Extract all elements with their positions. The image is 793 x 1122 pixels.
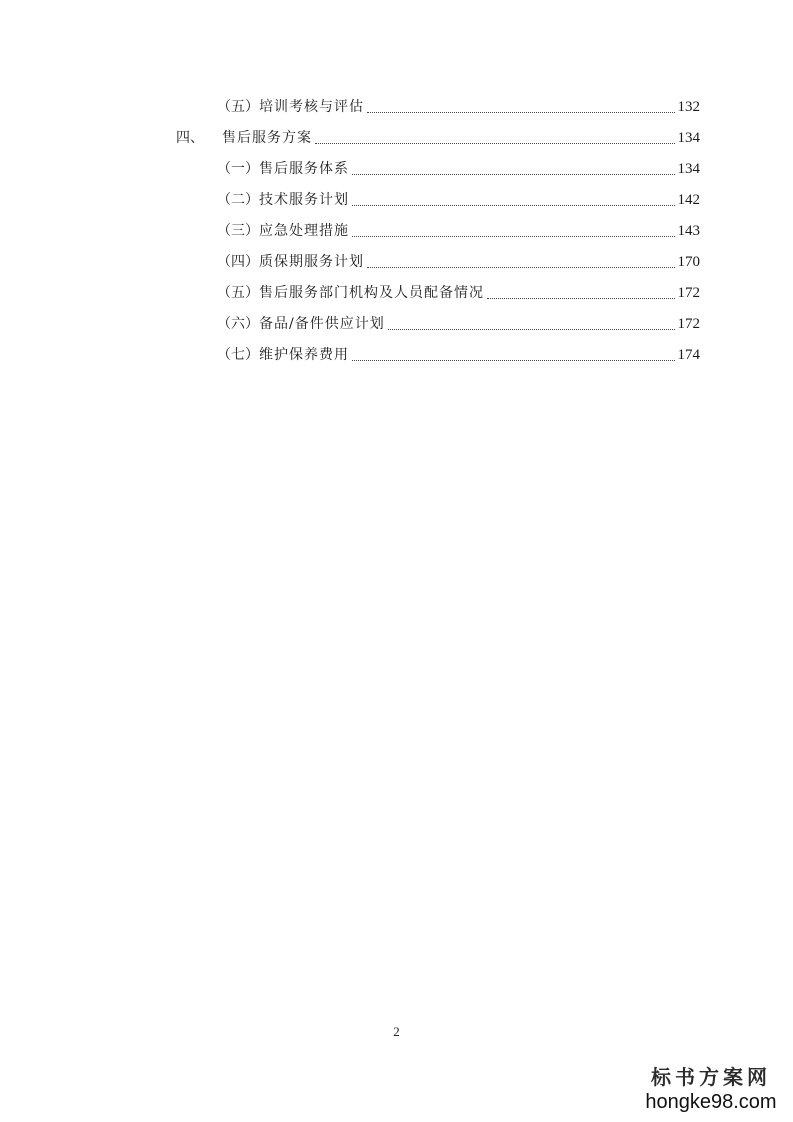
toc-entry-title: 培训考核与评估 [259,99,364,115]
toc-entry-number: 四、 [176,130,204,146]
toc-entry[interactable] [217,184,700,210]
toc-entry-page: 172 [677,285,700,301]
toc-dot-leader [352,236,675,237]
toc-entry-number: （一） [217,161,259,177]
toc-entry[interactable] [217,153,700,179]
toc-entry-title: 售后服务体系 [259,161,349,177]
toc-entry[interactable] [217,215,700,241]
toc-dot-leader [352,174,675,175]
toc-dot-leader [367,112,675,113]
toc-entry-number: （五） [217,99,259,115]
site-watermark [641,1064,781,1114]
toc-dot-leader [388,329,675,330]
toc-entry-number: （五） [217,285,259,301]
toc-entry-title: 质保期服务计划 [259,254,364,270]
toc-entry-number: （六） [217,316,259,332]
watermark-cn-text: 标书方案网 [651,1065,771,1089]
toc-entry[interactable] [217,277,700,303]
toc-entry[interactable] [217,91,700,117]
toc-dot-leader [352,360,675,361]
toc-entry-page: 134 [677,161,700,177]
toc-entry-title: 售后服务部门机构及人员配备情况 [259,285,484,301]
toc-entry-page: 134 [677,130,700,146]
toc-dot-leader [315,143,675,144]
toc-entry-title: 维护保养费用 [259,347,349,363]
toc-entry-number: （七） [217,347,259,363]
toc-entry-number: （三） [217,223,259,239]
toc-entry-page: 170 [677,254,700,270]
toc-entry-page: 142 [677,192,700,208]
toc-entry[interactable] [176,122,700,148]
toc-entry-title: 技术服务计划 [259,192,349,208]
toc-entry-page: 132 [677,99,700,115]
toc-entry-number: （二） [217,192,259,208]
toc-entry-page: 172 [677,316,700,332]
toc-entry-number: （四） [217,254,259,270]
toc-entry-title: 备品/备件供应计划 [259,316,385,332]
toc-entry-page: 143 [677,223,700,239]
toc-entry[interactable] [217,339,700,365]
watermark-url: hongke98.com [645,1091,777,1113]
toc-entry-title: 售后服务方案 [222,130,312,146]
page-number: 2 [393,1024,400,1039]
toc-dot-leader [352,205,675,206]
toc-dot-leader [367,267,675,268]
toc-entry-page: 174 [677,347,700,363]
toc-entry[interactable] [217,308,700,334]
toc-entry-title: 应急处理措施 [259,223,349,239]
toc-dot-leader [487,298,675,299]
toc-entry[interactable] [217,246,700,272]
